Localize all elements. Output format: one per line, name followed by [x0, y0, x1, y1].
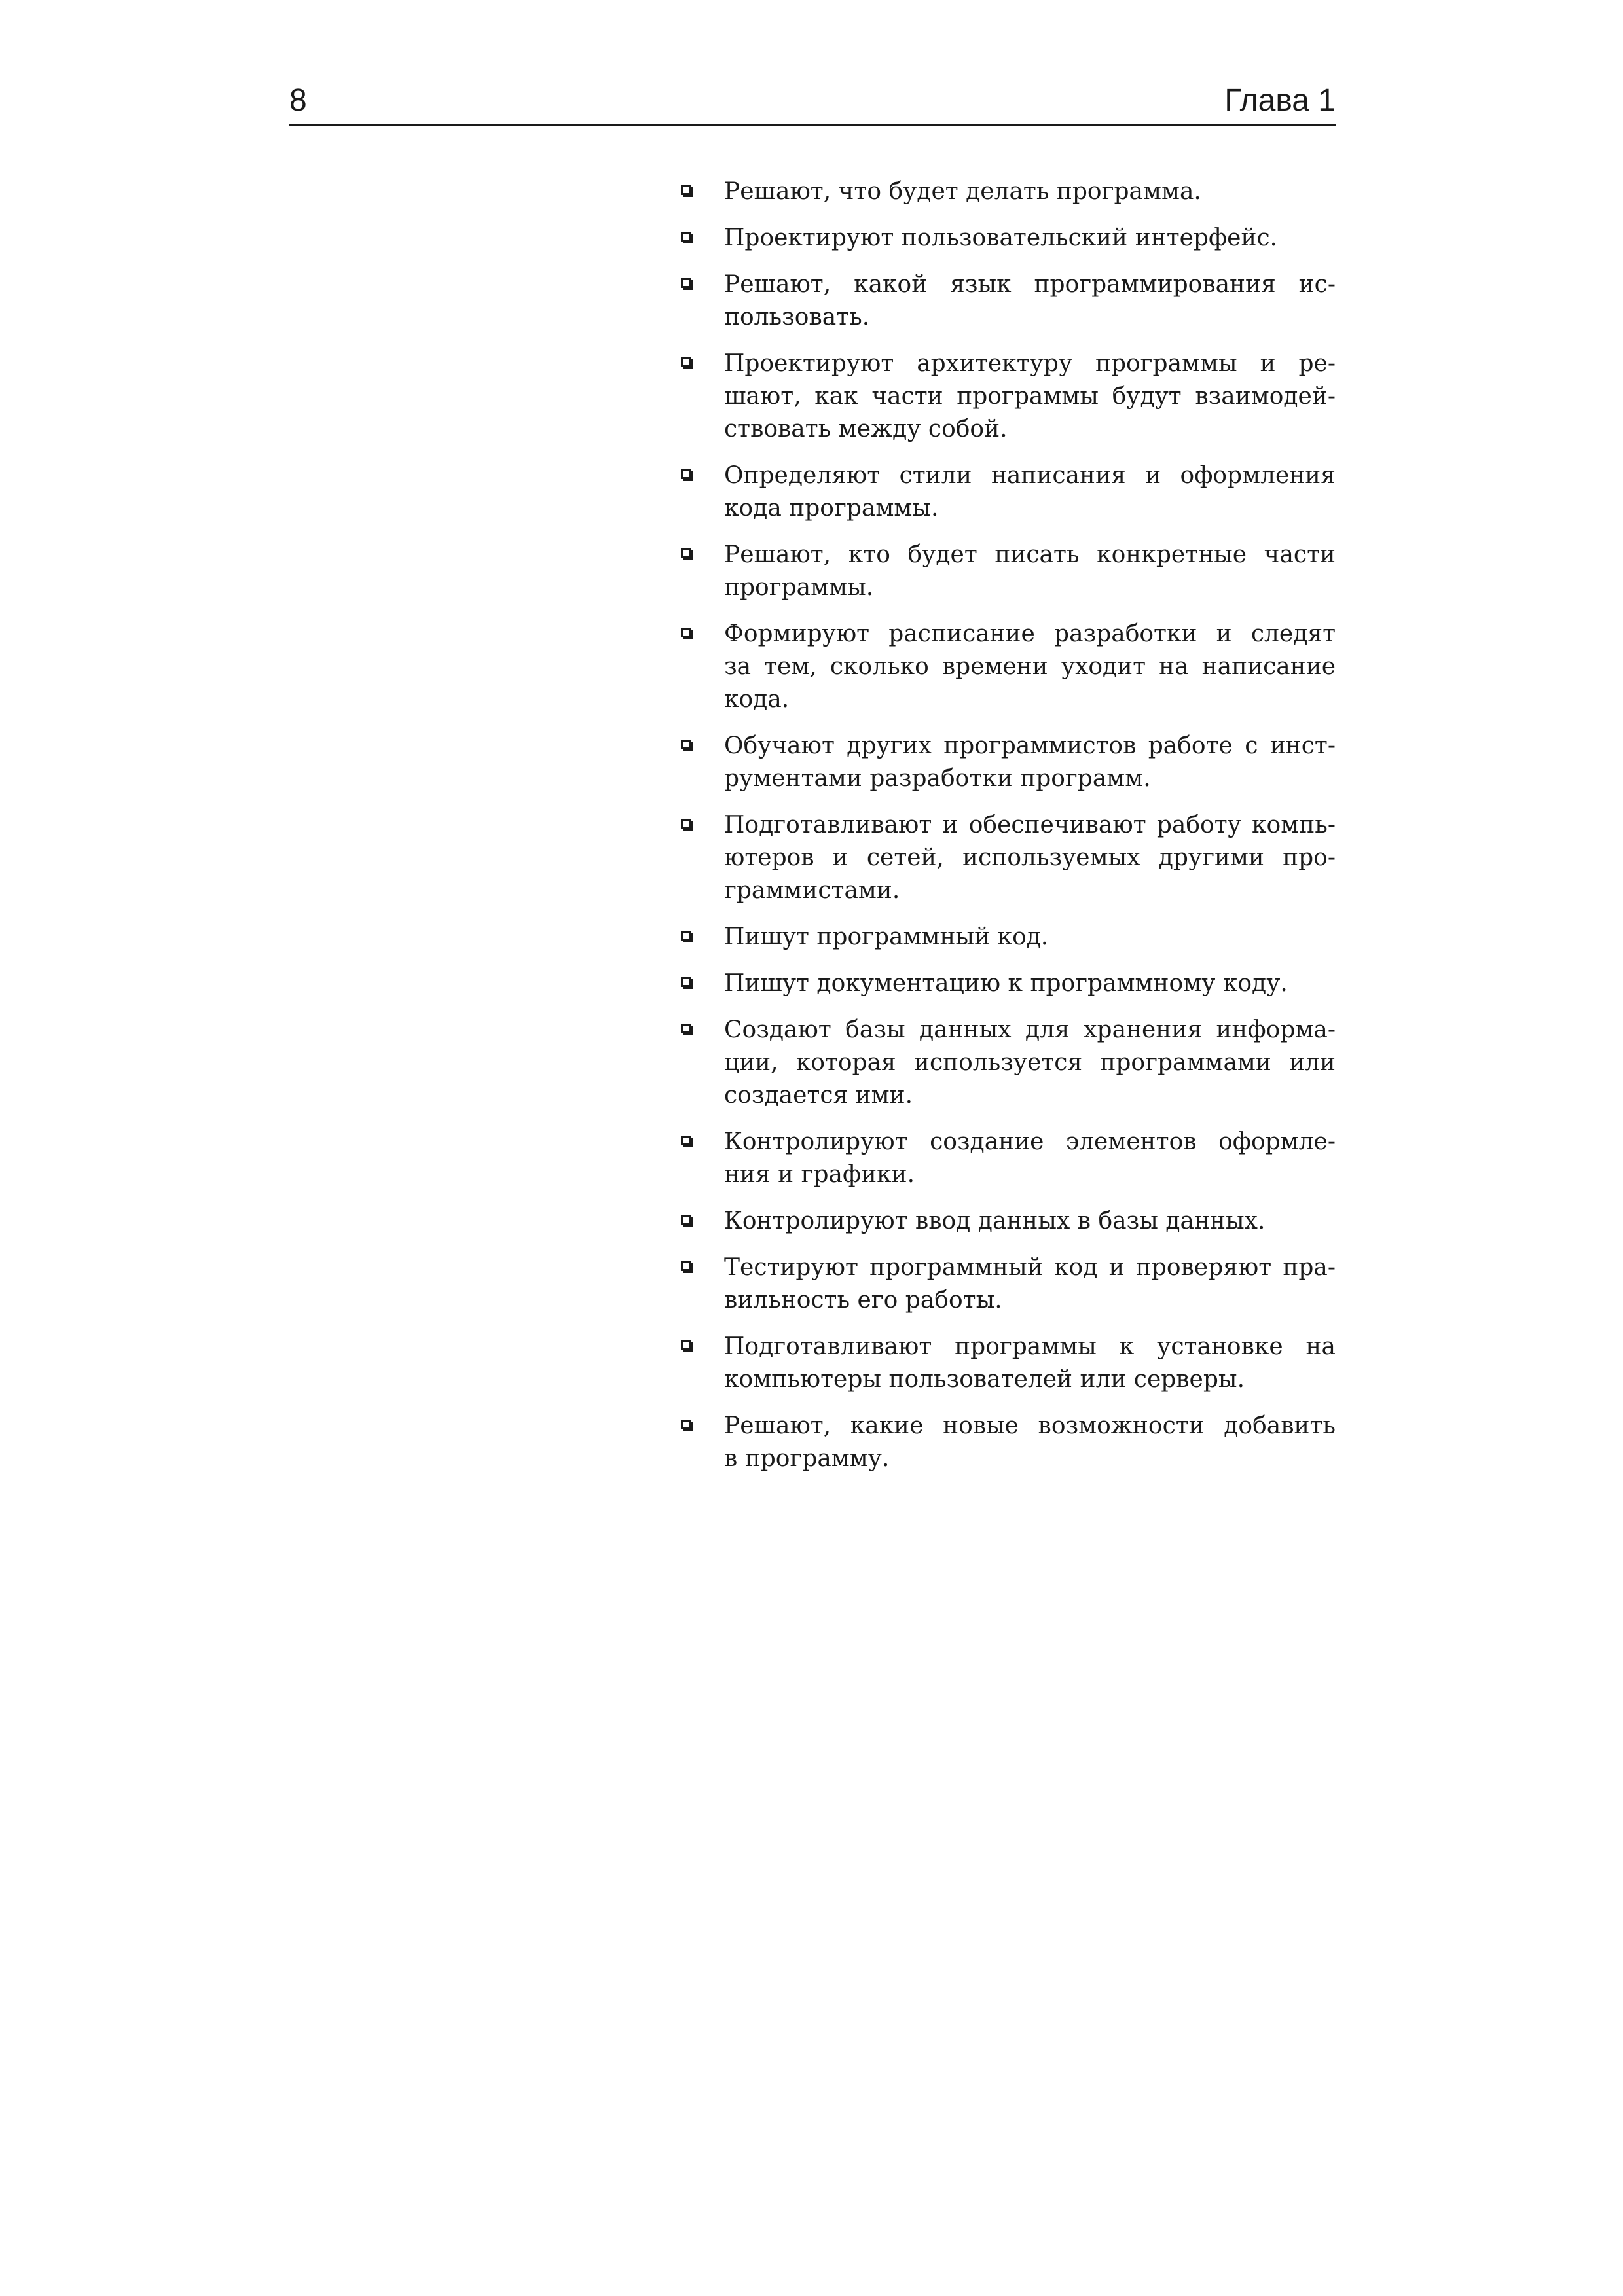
list-item-text-line: Решают, какой язык программирования ис- — [724, 271, 1336, 298]
list-item — [681, 1251, 1336, 1317]
checkbox-bullet-icon — [681, 1340, 691, 1350]
list-item-text-line: за тем, сколько времени уходит на написание — [724, 653, 1336, 680]
list-item-text-line: кода. — [724, 686, 790, 713]
checkbox-bullet-icon — [681, 185, 691, 195]
list-item-text-line: Пишут документацию к программному коду. — [724, 970, 1288, 997]
list-item-text-line: ции, которая используется программами или — [724, 1049, 1336, 1076]
list-item — [681, 1331, 1336, 1396]
list-item-text-line: Контролируют ввод данных в базы данных. — [724, 1208, 1266, 1234]
list-item — [681, 809, 1336, 907]
list-item-text-line: Обучают других программистов работе с инст- — [724, 732, 1336, 759]
list-item-text-line: рументами разработки программ. — [724, 765, 1151, 792]
list-item-text-line: Формируют расписание разработки и следят — [724, 620, 1336, 647]
list-item — [681, 730, 1336, 795]
list-item-text-line: ствовать между собой. — [724, 416, 1008, 442]
list-item-text-line: создается ими. — [724, 1082, 913, 1109]
list-item — [681, 222, 1336, 255]
list-item — [681, 1410, 1336, 1475]
checkbox-bullet-icon — [681, 232, 691, 242]
checkbox-bullet-icon — [681, 977, 691, 987]
list-item-text-line: шают, как части программы будут взаимодей- — [724, 383, 1336, 410]
list-item-text-line: пользовать. — [724, 304, 870, 331]
checkbox-bullet-icon — [681, 1261, 691, 1271]
list-item-text-line: Проектируют пользовательский интерфейс. — [724, 224, 1278, 251]
list-item-text-line: кода программы. — [724, 495, 939, 522]
bullet-list — [681, 175, 1336, 1489]
checkbox-bullet-icon — [681, 357, 691, 367]
checkbox-bullet-icon — [681, 628, 691, 637]
list-item-text-line: в программу. — [724, 1445, 890, 1472]
page-header — [289, 77, 1336, 126]
list-item-text-line: Подготавливают и обеспечивают работу компь- — [724, 812, 1336, 838]
list-item — [681, 618, 1336, 716]
list-item-text-line: ния и графики. — [724, 1161, 915, 1188]
list-item-text-line: Решают, кто будет писать конкретные части — [724, 541, 1336, 568]
list-item-text-line: Проектируют архитектуру программы и ре- — [724, 350, 1336, 377]
checkbox-bullet-icon — [681, 1024, 691, 1033]
list-item — [681, 1014, 1336, 1112]
list-item — [681, 967, 1336, 1000]
list-item — [681, 459, 1336, 525]
list-item — [681, 1126, 1336, 1191]
checkbox-bullet-icon — [681, 1420, 691, 1429]
checkbox-bullet-icon — [681, 1136, 691, 1145]
list-item-text-line: граммистами. — [724, 877, 900, 904]
list-item — [681, 175, 1336, 208]
chapter-title: Глава 1 — [1224, 83, 1336, 118]
checkbox-bullet-icon — [681, 931, 691, 941]
list-item — [681, 348, 1336, 446]
list-item-text-line: Подготавливают программы к установке на — [724, 1333, 1336, 1360]
list-item — [681, 921, 1336, 954]
list-item-text-line: Решают, какие новые возможности добавить — [724, 1412, 1336, 1439]
list-item-text-line: Создают базы данных для хранения информа- — [724, 1016, 1336, 1043]
list-item-text-line: компьютеры пользователей или серверы. — [724, 1366, 1245, 1393]
list-item — [681, 539, 1336, 604]
list-item-text-line: Тестируют программный код и проверяют пра- — [724, 1254, 1336, 1281]
list-item — [681, 268, 1336, 334]
checkbox-bullet-icon — [681, 548, 691, 558]
list-item-text-line: ютеров и сетей, используемых другими про- — [724, 844, 1336, 871]
checkbox-bullet-icon — [681, 819, 691, 829]
list-item-text-line: Определяют стили написания и оформления — [724, 462, 1336, 489]
page-number: 8 — [289, 83, 307, 118]
checkbox-bullet-icon — [681, 1215, 691, 1225]
list-item-text-line: Пишут программный код. — [724, 924, 1049, 950]
list-item-text-line: программы. — [724, 574, 874, 601]
checkbox-bullet-icon — [681, 278, 691, 288]
list-item-text-line: Контролируют создание элементов оформле- — [724, 1128, 1336, 1155]
list-item-text-line: вильность его работы. — [724, 1287, 1002, 1314]
checkbox-bullet-icon — [681, 740, 691, 749]
checkbox-bullet-icon — [681, 469, 691, 479]
list-item — [681, 1205, 1336, 1238]
list-item-text-line: Решают, что будет делать программа. — [724, 178, 1201, 205]
